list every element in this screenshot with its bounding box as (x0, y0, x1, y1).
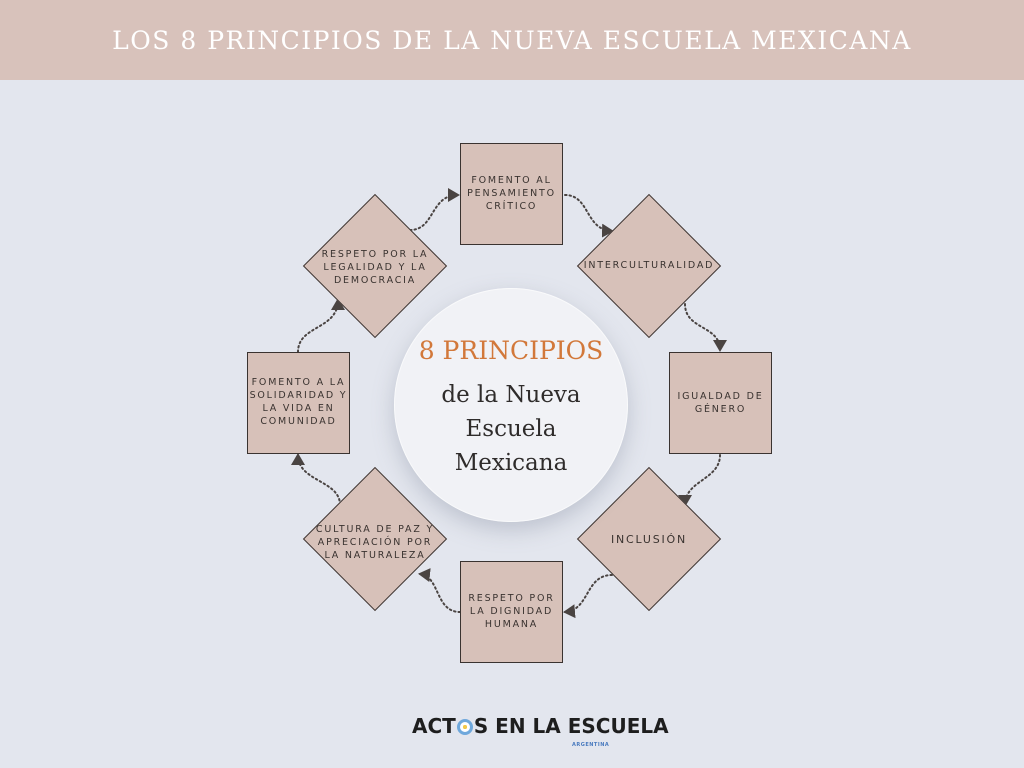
arrow-right-upper (685, 304, 720, 350)
principle-label-3: IGUALDAD DE GÉNERO (677, 391, 764, 415)
principle-label-7: FOMENTO A LA SOLIDARIDAD Y LA VIDA EN COMUNIDAD (249, 377, 348, 427)
arrow-bottom-right (565, 575, 612, 612)
principle-label-6: CULTURA DE PAZ Y APRECIACIÓN POR LA NATURALEZA (315, 524, 435, 561)
principle-label-8: RESPETO POR LA LEGALIDAD Y LA DEMOCRACIA (321, 249, 429, 286)
brand-logo (412, 714, 669, 754)
arrow-bottom-left (420, 574, 460, 612)
center-subtitle: de la Nueva Escuela Mexicana (441, 382, 581, 476)
logo-o-icon (457, 719, 473, 735)
arrow-left-lower (298, 455, 340, 505)
principle-label-5: RESPETO POR LA DIGNIDAD HUMANA (468, 593, 555, 630)
arrow-right-lower (685, 455, 720, 505)
arrow-top-left (410, 195, 458, 230)
principle-label-2: INTERCULTURALIDAD (583, 260, 715, 271)
principle-label-4: INCLUSIÓN (610, 533, 688, 546)
logo-wordmark: ACT S EN LA ESCUELA (412, 714, 669, 738)
principle-label-1: FOMENTO AL PENSAMIENTO CRÍTICO (467, 175, 556, 212)
center-title: 8 PRINCIPIOS (418, 336, 604, 365)
arrow-left-upper (298, 300, 338, 352)
page-title: LOS 8 PRINCIPIOS DE LA NUEVA ESCUELA MEXICANA (112, 25, 912, 55)
arrow-top-right (565, 195, 612, 231)
logo-subtext: ARGENTINA (572, 742, 610, 748)
